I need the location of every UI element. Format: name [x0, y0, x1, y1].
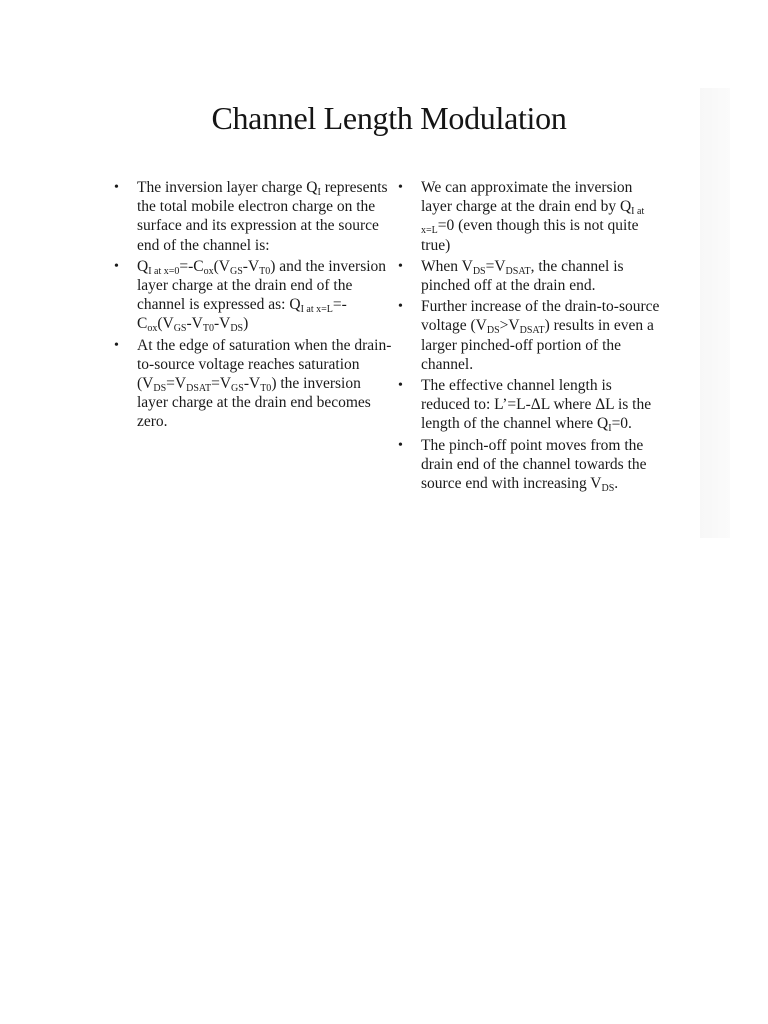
bullet-item-edge-of-saturation — [114, 336, 394, 432]
bullet-marker: • — [398, 378, 403, 394]
bullet-item-approximation — [398, 178, 660, 255]
bullet-marker: • — [398, 299, 403, 315]
bullet-item-pinch-off-point — [398, 436, 660, 494]
bullet-text: When $V_{DS}=V_{DSAT}$, the channel is pinched off at the drain end. — [421, 257, 624, 295]
left-bullet-list — [114, 178, 394, 434]
bullet-marker: • — [114, 258, 119, 274]
bullet-text: The pinch-off point moves from the drain end of the channel towards the source end with increasing $V_{DS}$. — [421, 436, 647, 495]
bullet-text: The effective channel length is reduced to: L’=L-ΔL where ΔL is the length of the channel where $Q_I=0$. — [421, 377, 652, 435]
bullet-text: $Q_{I at x=0}=-C_{ox}(V_{GS}-V_{T0})$ and the inversion layer charge at the drain end of the channel is expressed as: $Q_{I at x=L}=-C_{ox}(V_{GS}-V_{T0}-V_{DS})$ — [137, 257, 387, 335]
bullet-marker: • — [398, 258, 403, 274]
right-bullet-list — [398, 178, 660, 495]
bullet-text: We can approximate the inversion layer charge at the drain end by $Q_{I at x=L}=0$ (even though this is not quite true) — [421, 179, 645, 254]
bullet-item-inversion-charge — [114, 178, 394, 255]
bullet-marker: • — [398, 437, 403, 453]
side-shadow-strip — [700, 88, 730, 538]
slide-title: Channel Length Modulation — [211, 100, 567, 136]
bullet-text: At the edge of saturation when the drain-to-source voltage reaches saturation $(V_{DS}=V_{DSAT}=V_{GS}-V_{T0})$ the inversion layer charge at the drain end becomes zero. — [137, 336, 392, 431]
bullet-item-further-increase — [398, 297, 660, 374]
bullet-marker: • — [114, 180, 119, 195]
bullet-item-effective-length — [398, 376, 660, 434]
bullet-text: Further increase of the drain-to-source voltage $(V_{DS}>V_{DSAT})$ results in even a larger pinched-off portion of the channel. — [421, 298, 660, 373]
bullet-item-pinched-off — [398, 257, 660, 295]
bullet-item-charge-expressions — [114, 257, 394, 334]
bullet-marker: • — [114, 337, 119, 353]
bullet-marker: • — [398, 180, 403, 195]
bullet-text: The inversion layer charge $Q_I$ represents the total mobile electron charge on the surface and its expression at the source end of the channel is: — [137, 179, 388, 254]
